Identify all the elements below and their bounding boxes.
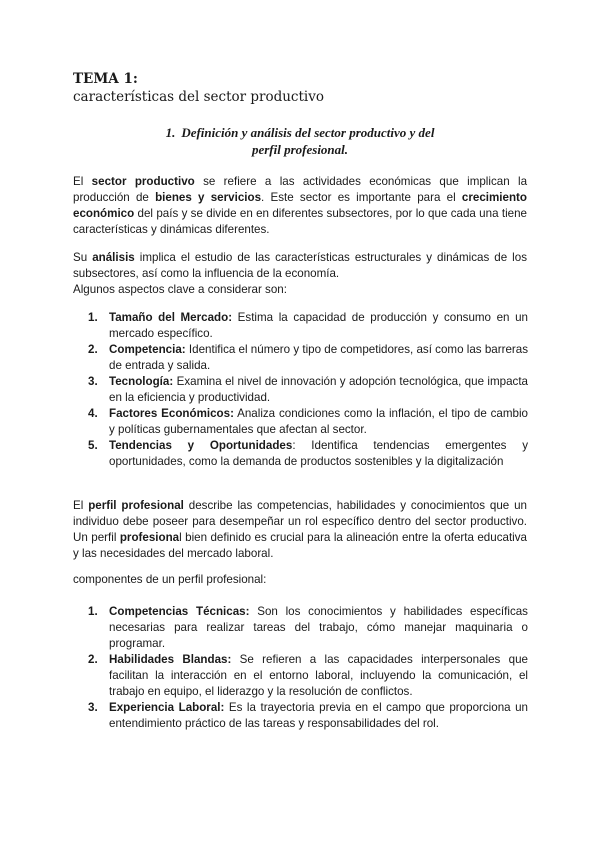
text-run: El xyxy=(73,175,92,188)
list-term: Experiencia Laboral: xyxy=(109,701,225,714)
list-term: Tendencias y Oportunidades xyxy=(109,439,293,452)
text-run: implica el estudio de las características estructurales y dinámicas de los subsectores, así como la influencia de la economía. xyxy=(73,251,527,280)
list-number: 5. xyxy=(88,439,98,452)
components-list xyxy=(88,604,528,732)
section-number: 1. xyxy=(165,125,176,140)
bold-term: profesiona xyxy=(119,531,180,544)
text-run: El xyxy=(73,499,89,512)
list-text: Estima la capacidad de producción y consumo en un mercado específico. xyxy=(109,311,528,340)
list-number: 1. xyxy=(88,311,98,324)
bold-term: sector productivo xyxy=(91,175,195,188)
text-run: del país y se divide en en diferentes subsectores, por lo que cada una tiene características y dinámicas diferentes. xyxy=(73,207,527,236)
paragraph-componentes: componentes de un perfil profesional: xyxy=(73,573,267,586)
list-item xyxy=(88,700,528,732)
section-title xyxy=(150,124,450,158)
bold-term: crecimiento económico xyxy=(73,191,527,220)
list-term: Tamaño del Mercado: xyxy=(109,311,233,324)
bold-term: análisis xyxy=(92,251,135,264)
list-term: Factores Económicos: xyxy=(109,407,234,420)
list-number: 2. xyxy=(88,343,98,356)
list-term: Tecnología: xyxy=(109,375,174,388)
paragraph-analisis xyxy=(73,250,527,298)
topic-heading xyxy=(73,70,324,106)
text-run: Su xyxy=(73,251,93,264)
text-run: describe las competencias, habilidades y conocimientos que un individuo debe poseer para desempeñar un rol específico dentro del sector productivo. Un perfil xyxy=(73,499,527,544)
list-item xyxy=(88,406,528,438)
list-text: Identifica el número y tipo de competidores, así como las barreras de entrada y salida. xyxy=(109,343,528,372)
paragraph-sector-productivo xyxy=(73,174,527,238)
list-text: Analiza condiciones como la inflación, el tipo de cambio y políticas gubernamentales que afectan al sector. xyxy=(109,407,528,436)
text-run: . Este sector es importante para el xyxy=(261,191,462,204)
list-item xyxy=(88,310,528,342)
text-run: l bien definido es crucial para la alineación entre la oferta educativa y las necesidades del mercado laboral. xyxy=(73,531,527,560)
list-number: 3. xyxy=(88,701,98,714)
list-item xyxy=(88,374,528,406)
bold-term: perfil profesional xyxy=(88,499,184,512)
list-number: 1. xyxy=(88,605,98,618)
aspects-list xyxy=(88,310,528,470)
paragraph-perfil-profesional xyxy=(73,498,527,562)
text-run: se refiere a las actividades económicas que implican la producción de xyxy=(73,175,528,204)
list-text: Examina el nivel de innovación y adopción tecnológica, que impacta en la eficiencia y productividad. xyxy=(109,375,528,404)
list-number: 3. xyxy=(88,375,98,388)
topic-number: TEMA 1: xyxy=(73,71,138,87)
list-term: Habilidades Blandas: xyxy=(109,653,232,666)
list-text: : Identifica tendencias emergentes y oportunidades, como la demanda de productos sostenibles y la digitalización xyxy=(109,439,529,468)
list-item xyxy=(88,438,528,470)
list-item xyxy=(88,342,528,374)
list-number: 4. xyxy=(88,407,98,420)
text-run: Algunos aspectos clave a considerar son: xyxy=(73,283,287,296)
list-item xyxy=(88,604,528,652)
list-item xyxy=(88,652,528,700)
topic-title: características del sector productivo xyxy=(73,89,324,105)
list-text: Se refieren a las capacidades interpersonales que facilitan la interacción en el entorno laboral, incluyendo la comunicación, el trabajo en equipo, el liderazgo y la resolución de conflictos. xyxy=(109,653,528,698)
bold-term: bienes y servicios xyxy=(155,191,262,204)
list-text: Es la trayectoria previa en el campo que proporciona un entendimiento práctico de las tareas y responsabilidades del rol. xyxy=(109,701,529,730)
list-term: Competencias Técnicas: xyxy=(109,605,250,618)
list-term: Competencia: xyxy=(109,343,186,356)
list-number: 2. xyxy=(88,653,98,666)
list-text: Son los conocimientos y habilidades específicas necesarias para realizar tareas del trabajo, cómo manejar maquinaria o programar. xyxy=(109,605,528,650)
section-title-text: Definición y análisis del sector productivo y del perfil profesional. xyxy=(181,125,435,157)
